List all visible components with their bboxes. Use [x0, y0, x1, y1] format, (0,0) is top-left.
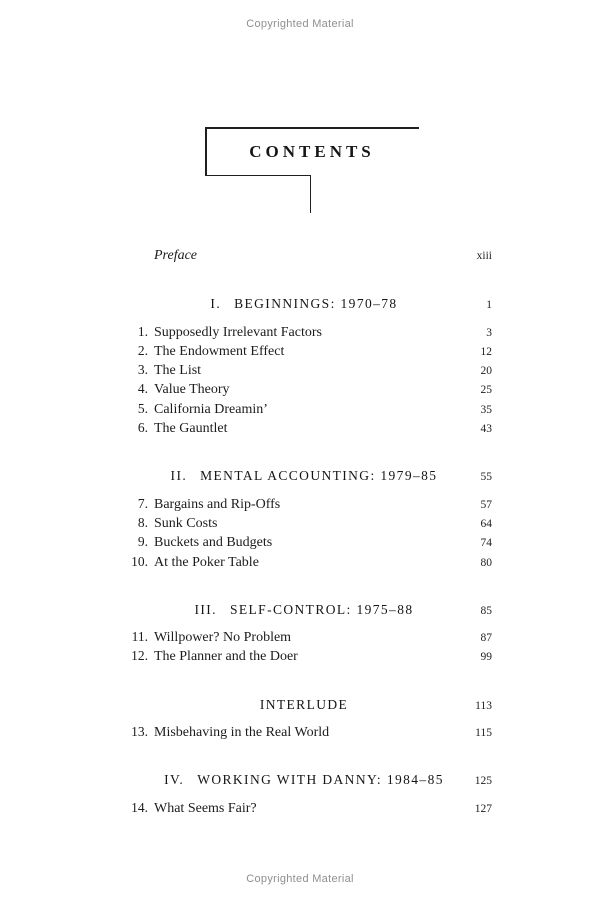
toc-chapter-row	[128, 381, 492, 400]
chapter-title: Supposedly Irrelevant Factors	[154, 324, 322, 340]
section-heading	[154, 296, 454, 312]
chapter-number: 9.	[137, 534, 148, 550]
chapter-number: 11.	[131, 629, 148, 645]
section-numeral: III.	[194, 601, 217, 617]
page-number: 64	[480, 517, 492, 530]
section-title: WORKING WITH DANNY: 1984–85	[197, 772, 444, 788]
page-number: 74	[480, 537, 492, 550]
frame-line-drop	[310, 175, 312, 213]
page-number: xiii	[476, 250, 492, 262]
section-title: MENTAL ACCOUNTING: 1979–85	[200, 468, 438, 484]
page-number: 80	[480, 556, 492, 569]
page-number: 55	[480, 471, 492, 484]
toc-chapter-row	[128, 420, 492, 439]
chapter-number: 6.	[137, 420, 148, 436]
page-number: 87	[480, 632, 492, 645]
page-number: 99	[480, 651, 492, 664]
page-number: 3	[486, 326, 492, 339]
copyright-notice-bottom: Copyrighted Material	[246, 873, 354, 885]
frame-line-top	[205, 127, 419, 129]
page-number: 25	[480, 384, 492, 397]
toc-front-matter-row	[128, 248, 492, 267]
toc-section-heading-row	[128, 296, 492, 315]
front-matter-title: Preface	[154, 248, 198, 263]
page-number: 12	[480, 345, 492, 358]
frame-line-bottom	[205, 175, 310, 177]
section-title: BEGINNINGS: 1970–78	[234, 296, 398, 312]
page-number: 85	[480, 604, 492, 617]
chapter-number: 14.	[131, 799, 148, 815]
chapter-number: 4.	[137, 381, 148, 397]
chapter-title: Sunk Costs	[154, 515, 218, 531]
toc-section-heading-row	[128, 602, 492, 621]
toc-chapter-row	[128, 554, 492, 573]
page-number: 113	[475, 699, 492, 712]
page-number: 20	[480, 365, 492, 378]
chapter-title: The List	[154, 363, 202, 379]
page-number: 115	[475, 727, 492, 740]
section-heading	[154, 772, 454, 788]
chapter-number: 2.	[137, 342, 148, 358]
toc-chapter-row	[128, 800, 492, 819]
section-title: SELF-CONTROL: 1975–88	[229, 601, 414, 617]
section-heading	[154, 697, 454, 713]
page-number: 57	[480, 498, 492, 511]
toc-chapter-row	[128, 629, 492, 648]
chapter-number: 1.	[137, 323, 148, 339]
chapter-title: Buckets and Budgets	[154, 535, 273, 551]
chapter-title: The Planner and the Doer	[154, 649, 298, 665]
chapter-number: 8.	[137, 514, 148, 530]
chapter-title: The Endowment Effect	[154, 343, 285, 359]
copyright-notice-top: Copyrighted Material	[246, 18, 354, 30]
page-number: 125	[474, 775, 492, 788]
chapter-number: 13.	[131, 724, 148, 740]
chapter-number: 3.	[137, 362, 148, 378]
toc-chapter-row	[128, 724, 492, 743]
section-numeral: II.	[170, 468, 188, 484]
chapter-title: California Dreamin’	[154, 401, 268, 417]
chapter-number: 10.	[131, 553, 148, 569]
chapter-title: Willpower? No Problem	[154, 630, 292, 646]
chapter-title: Misbehaving in the Real World	[154, 725, 330, 741]
chapter-number: 5.	[137, 400, 148, 416]
page-number: 127	[474, 802, 492, 815]
toc-chapter-row	[128, 324, 492, 343]
toc-chapter-row	[128, 648, 492, 667]
chapter-title: Bargains and Rip-Offs	[154, 496, 281, 512]
section-numeral: IV.	[164, 772, 185, 788]
chapter-title: What Seems Fair?	[154, 800, 257, 816]
toc-section-heading-row	[128, 772, 492, 791]
page-number: 35	[480, 403, 492, 416]
page-number: 1	[486, 299, 492, 312]
table-of-contents	[128, 248, 492, 819]
chapter-title: At the Poker Table	[154, 554, 259, 570]
chapter-title: Value Theory	[154, 382, 230, 398]
toc-chapter-row	[128, 534, 492, 553]
chapter-number: 12.	[131, 648, 148, 664]
section-title: INTERLUDE	[259, 696, 349, 712]
page-title: CONTENTS	[249, 142, 375, 161]
section-heading	[154, 602, 454, 618]
chapter-title: The Gauntlet	[154, 421, 228, 437]
toc-chapter-row	[128, 362, 492, 381]
toc-section-heading-row	[128, 468, 492, 487]
page-number: 43	[480, 423, 492, 436]
section-numeral: I.	[210, 296, 222, 312]
chapter-number: 7.	[137, 495, 148, 511]
toc-chapter-row	[128, 515, 492, 534]
toc-chapter-row	[128, 496, 492, 515]
toc-chapter-row	[128, 401, 492, 420]
toc-chapter-row	[128, 343, 492, 362]
toc-section-heading-row	[128, 697, 492, 716]
section-heading	[154, 468, 454, 484]
